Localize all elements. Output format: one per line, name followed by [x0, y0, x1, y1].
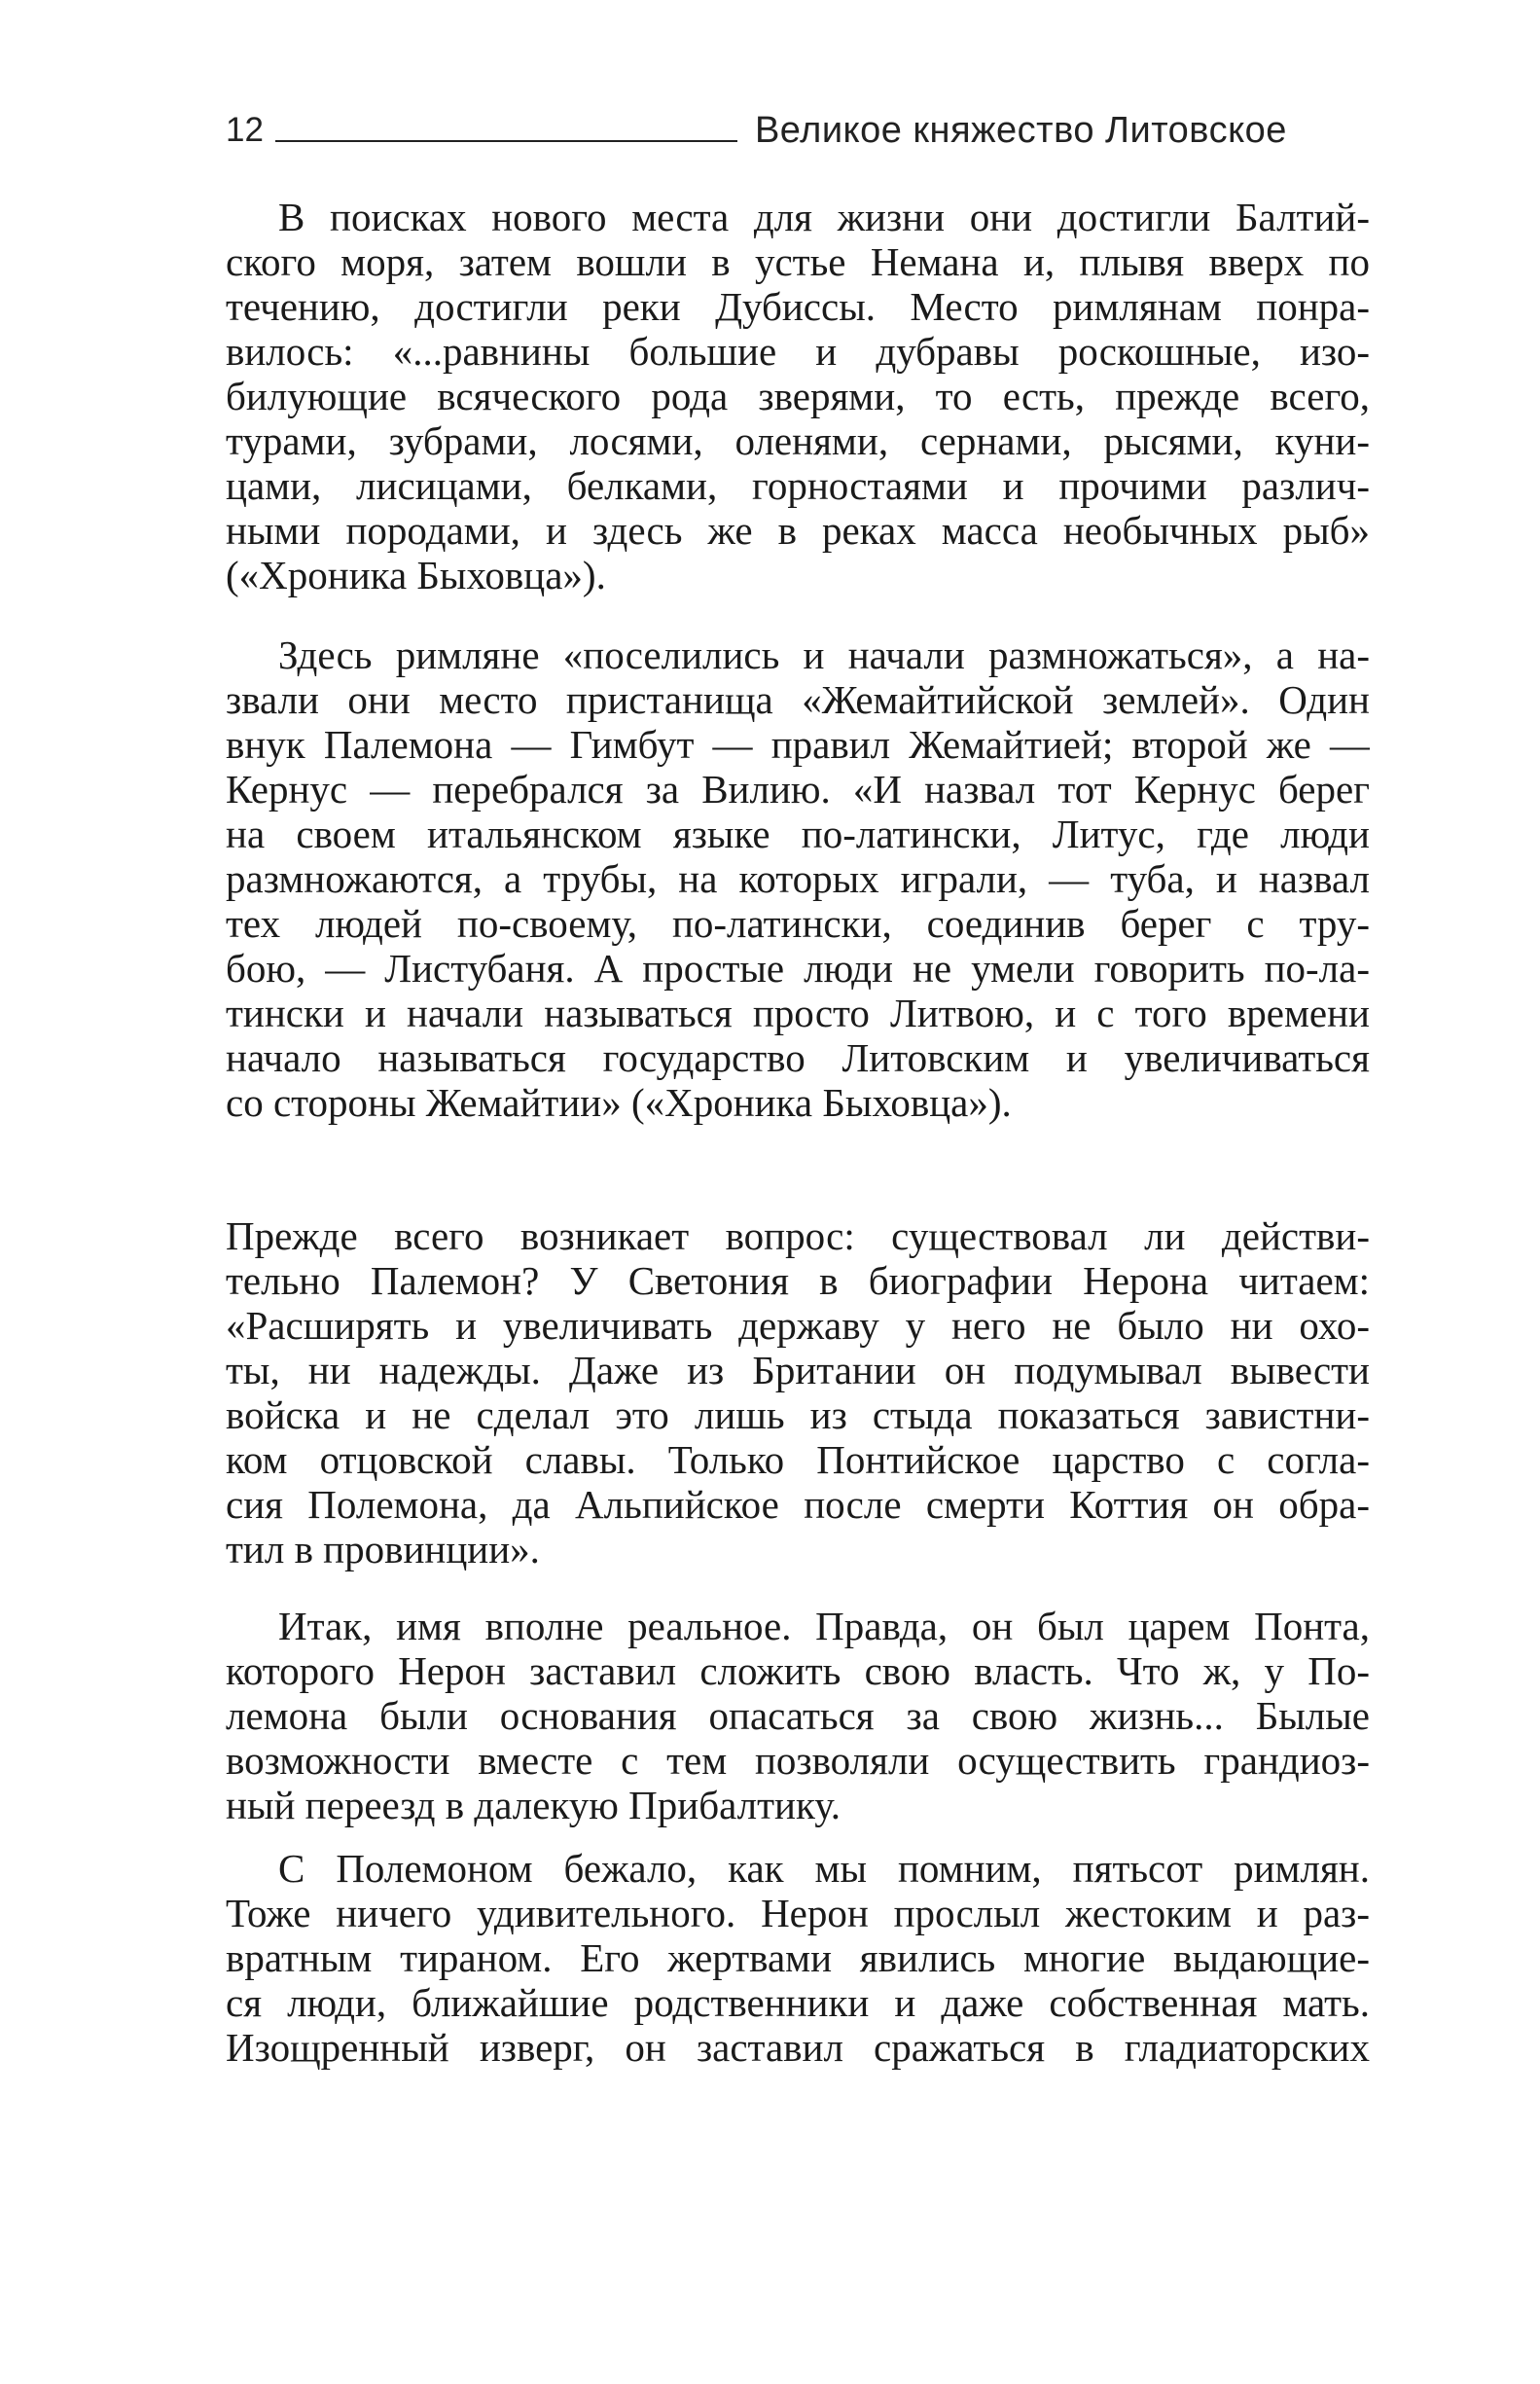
paragraph-line: билующие всяческого рода зверями, то есть, прежде всего,: [226, 374, 1370, 418]
paragraph-line: тил в провинции».: [226, 1527, 540, 1571]
paragraph-line: течению, достигли реки Дубиссы. Место римлянам понра-: [226, 284, 1370, 329]
paragraph-line: турами, зубрами, лосями, оленями, сернами, рысями, куни-: [226, 418, 1370, 463]
paragraph-line: Изощренный изверг, он заставил сражаться в гладиаторских: [226, 2025, 1370, 2070]
paragraph-4: [226, 1604, 1370, 1827]
paragraph-line: ком отцовской славы. Только Понтийское царство с согла-: [226, 1437, 1370, 1482]
paragraph-line: на своем итальянском языке по-латински, Литус, где люди: [226, 812, 1370, 856]
paragraph-line: бою, — Листубаня. А простые люди не умели говорить по-ла-: [226, 946, 1370, 991]
paragraph-line: тельно Палемон? У Светония в биографии Нерона читаем:: [226, 1258, 1370, 1303]
paragraph-line: лемона были основания опасаться за свою жизнь... Былые: [226, 1693, 1370, 1738]
paragraph-line: «Расширять и увеличивать державу у него не было ни охо-: [226, 1303, 1370, 1348]
paragraph-3: [226, 1213, 1370, 1571]
paragraph-5: [226, 1846, 1370, 2070]
paragraph-line: звали они место пристанища «Жемайтийской землей». Один: [226, 677, 1370, 722]
paragraph-1: [226, 195, 1370, 597]
paragraph-line: Здесь римляне «поселились и начали размножаться», а на-: [278, 632, 1370, 677]
paragraph-line: возможности вместе с тем позволяли осуществить грандиоз-: [226, 1738, 1370, 1783]
paragraph-line: сия Полемона, да Альпийское после смерти Коттия он обра-: [226, 1482, 1370, 1527]
running-title: Великое княжество Литовское: [754, 110, 1287, 151]
paragraph-line: Прежде всего возникает вопрос: существовал ли действи-: [226, 1213, 1370, 1258]
paragraph-line: тински и начали называться просто Литвою, и с того времени: [226, 991, 1370, 1035]
paragraph-line: начало называться государство Литовским и увеличиваться: [226, 1035, 1370, 1080]
running-header: [226, 101, 1370, 150]
paragraph-2: [226, 632, 1370, 1125]
paragraph-line: ными породами, и здесь же в реках масса необычных рыб»: [226, 508, 1370, 553]
page-number: 12: [226, 111, 264, 149]
paragraph-line: внук Палемона — Гимбут — правил Жемайтией; второй же —: [226, 722, 1370, 767]
paragraph-line: вилось: «...равнины большие и дубравы роскошные, изо-: [226, 329, 1370, 374]
paragraph-line: вратным тираном. Его жертвами явились многие выдающие-: [226, 1935, 1370, 1980]
paragraph-line: размножаются, а трубы, на которых играли, — туба, и назвал: [226, 856, 1370, 901]
paragraph-line: со стороны Жемайтии» («Хроника Быховца»).: [226, 1080, 1012, 1125]
header-rule: [275, 140, 737, 142]
paragraph-line: С Полемоном бежало, как мы помним, пятьсот римлян.: [278, 1846, 1370, 1891]
paragraph-line: которого Нерон заставил сложить свою власть. Что ж, у По-: [226, 1648, 1370, 1693]
paragraph-line: («Хроника Быховца»).: [226, 553, 606, 597]
paragraph-line: Кернус — перебрался за Вилию. «И назвал тот Кернус берег: [226, 767, 1370, 812]
paragraph-line: тех людей по-своему, по-латински, соединив берег с тру-: [226, 901, 1370, 946]
paragraph-line: Тоже ничего удивительного. Нерон прослыл жестоким и раз-: [226, 1891, 1370, 1935]
paragraph-line: ты, ни надежды. Даже из Британии он подумывал вывести: [226, 1348, 1370, 1392]
paragraph-line: Итак, имя вполне реальное. Правда, он был царем Понта,: [278, 1604, 1370, 1648]
paragraph-line: ского моря, затем вошли в устье Немана и, плывя вверх по: [226, 239, 1370, 284]
paragraph-line: цами, лисицами, белками, горностаями и прочими различ-: [226, 463, 1370, 508]
paragraph-line: ный переезд в далекую Прибалтику.: [226, 1783, 841, 1827]
paragraph-line: ся люди, ближайшие родственники и даже собственная мать.: [226, 1980, 1370, 2025]
paragraph-line: В поисках нового места для жизни они достигли Балтий-: [278, 195, 1370, 239]
paragraph-line: войска и не сделал это лишь из стыда показаться завистни-: [226, 1392, 1370, 1437]
